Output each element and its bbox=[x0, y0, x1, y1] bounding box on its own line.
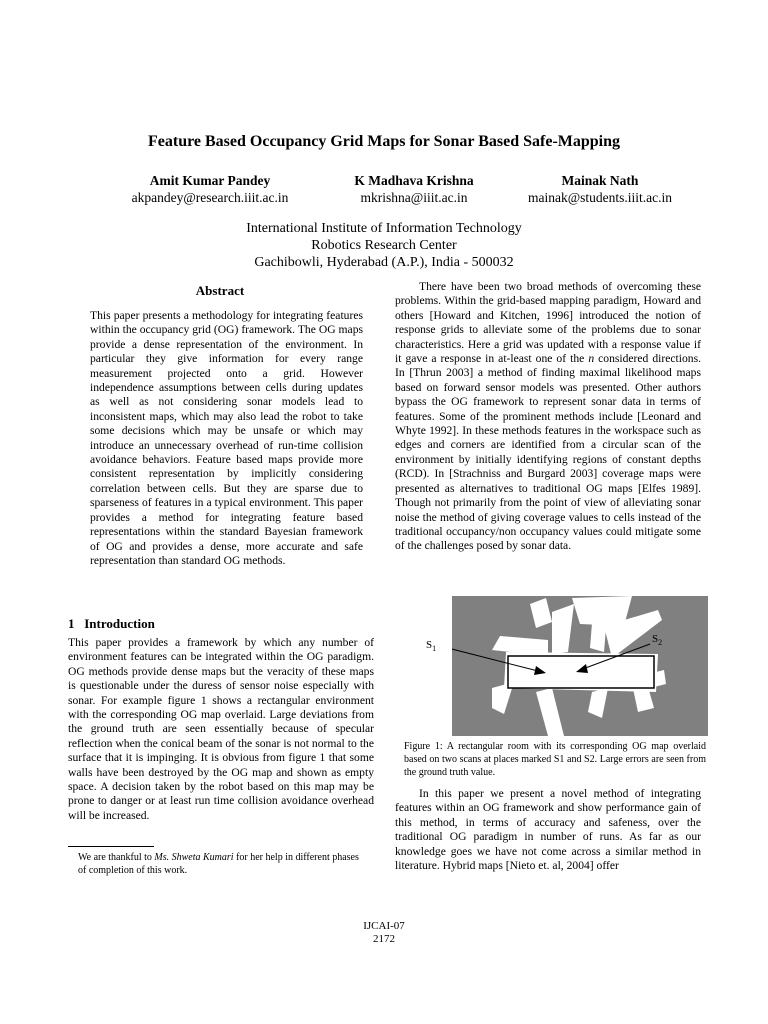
figure-label-s2 bbox=[652, 633, 662, 647]
footnote-rule bbox=[68, 846, 154, 847]
author-name: K Madhava Krishna bbox=[354, 173, 474, 188]
affiliation-line: Gachibowli, Hyderabad (A.P.), India - 500032 bbox=[254, 255, 514, 270]
label-letter: S bbox=[426, 639, 433, 651]
page-title: Feature Based Occupancy Grid Maps for Sonar Based Safe-Mapping bbox=[147, 133, 621, 150]
author-email: mkrishna@iiit.ac.in bbox=[360, 190, 468, 205]
page-number: 2172 bbox=[373, 933, 395, 945]
author-name: Mainak Nath bbox=[561, 173, 639, 188]
author-email: akpandey@research.iiit.ac.in bbox=[131, 190, 289, 205]
abstract-heading: Abstract bbox=[195, 283, 245, 298]
introduction-heading bbox=[68, 616, 155, 632]
right-column-bottom bbox=[395, 787, 701, 873]
right-paragraph-2: In this paper we present a novel method of integrating features within an OG framework and show performance gain of this method, in terms of accuracy and safeness, over the traditional OG paradigm in number of runs. As far as our knowledge goes we have not come across a similar method in literature. Hybrid maps [Nieto et. al, 2004] offer bbox=[395, 787, 701, 873]
right-paragraph-1 bbox=[395, 280, 701, 554]
affiliation-line: International Institute of Information Technology bbox=[246, 221, 522, 236]
footnote-italic: Ms. Shweta Kumari bbox=[154, 852, 234, 863]
figure-label-s1 bbox=[426, 639, 436, 653]
page-footer bbox=[0, 920, 768, 946]
text-run: considered directions. In [Thrun 2003] a method of finding maximal likelihood maps based on forward sensor models was presented. Other authors bypass the OG framework to represent sonar data in terms of features. Some of the prominent methods include [Leonard and Whyte 1992]. In these methods features in the workspace such as edges and corners are identified from a circular scan of the environment by initially identifying regions of constant depths (RCD). In [Strachniss and Burgard 2003] coverage maps were presented as alternatives to traditional OG maps [Elfes 1989]. Though not primarily from the point of view of alleviating sonar noise the method of giving coverage values to cells instead of the traditional occupancy/non occupancy values could mitigate some of the challenges posed by sonar data. bbox=[395, 352, 701, 553]
author-2 bbox=[324, 172, 504, 206]
figure-1 bbox=[452, 596, 708, 736]
introduction-paragraph: This paper provides a framework by which any number of environment features can be integrated within the OG paradigm. OG methods provide dense maps but the veracity of these maps is questionable under the duress of sensor noise especially with sonar. For example figure 1 shows a rectangular environment with the corresponding OG map overlaid. Large deviations from the ground truth are seen essentially because of specular reflection when the conical beam of the sonar is not normal to the surface that it is impinging. It is obvious from figure 1 that some walls have been destroyed by the OG map and shown as empty space. A decision taken by the robot based on this map may be prone to danger or at least run time collision avoidance overhead will be increased. bbox=[68, 636, 374, 822]
text-run: There have been two broad methods of overcoming these problems. Within the grid-based mapping paradigm, Howard and others [Howard and Kitchen, 1996] introduced the notion of response grids to alleviate some of the problems due to sonar characteristics. Here a grid was updated with a response value if it gave a response in at-least one of the bbox=[395, 280, 701, 366]
abstract-paragraph: This paper presents a methodology for integrating features within the occupancy grid (OG) framework. The OG maps provide a dense representation of the environment. In particular they give information for every range measurement projected onto a grid. However independence assumptions between cells during updates as well as not considering sonar models lead to inconsistent maps, which may also lead the robot to take some decisions which may be unsafe or which may introduce an unnecessary overhead of run-time collision avoidance behaviors. Feature based maps provide more consistent representation by implicitly considering correlation between cells. But they are sparse due to sparseness of features in a typical environment. This paper provides a method for integrating feature based representations within the standard Bayesian framework of OG and provides a dense, more accurate and safe representation than standard OG methods. bbox=[90, 309, 363, 567]
free-space-region bbox=[572, 596, 632, 626]
abstract-text bbox=[90, 309, 363, 568]
author-email: mainak@students.iiit.ac.in bbox=[527, 190, 673, 205]
author-3 bbox=[500, 172, 700, 206]
section-number: 1 bbox=[68, 616, 75, 631]
label-letter: S bbox=[652, 633, 659, 645]
footnote-text: We are thankful to bbox=[78, 852, 155, 863]
right-column-top bbox=[395, 280, 701, 554]
section-title: Introduction bbox=[84, 616, 155, 631]
og-map-figure bbox=[452, 596, 708, 736]
author-name: Amit Kumar Pandey bbox=[149, 173, 271, 188]
text-run-italic: n bbox=[588, 352, 595, 366]
venue-label: IJCAI-07 bbox=[363, 920, 405, 932]
footnote bbox=[68, 851, 368, 877]
affiliation bbox=[0, 220, 768, 271]
affiliation-line: Robotics Research Center bbox=[311, 238, 457, 253]
label-subscript: 1 bbox=[432, 644, 437, 654]
footnote-text: for her help in different phases of completion of this work. bbox=[78, 852, 359, 876]
label-subscript: 2 bbox=[658, 638, 663, 648]
figure-caption: Figure 1: A rectangular room with its corresponding OG map overlaid based on two scans at places marked S1 and S2. Large errors are seen from the ground truth value. bbox=[404, 741, 706, 778]
author-1 bbox=[110, 172, 310, 206]
introduction-text bbox=[68, 636, 374, 823]
